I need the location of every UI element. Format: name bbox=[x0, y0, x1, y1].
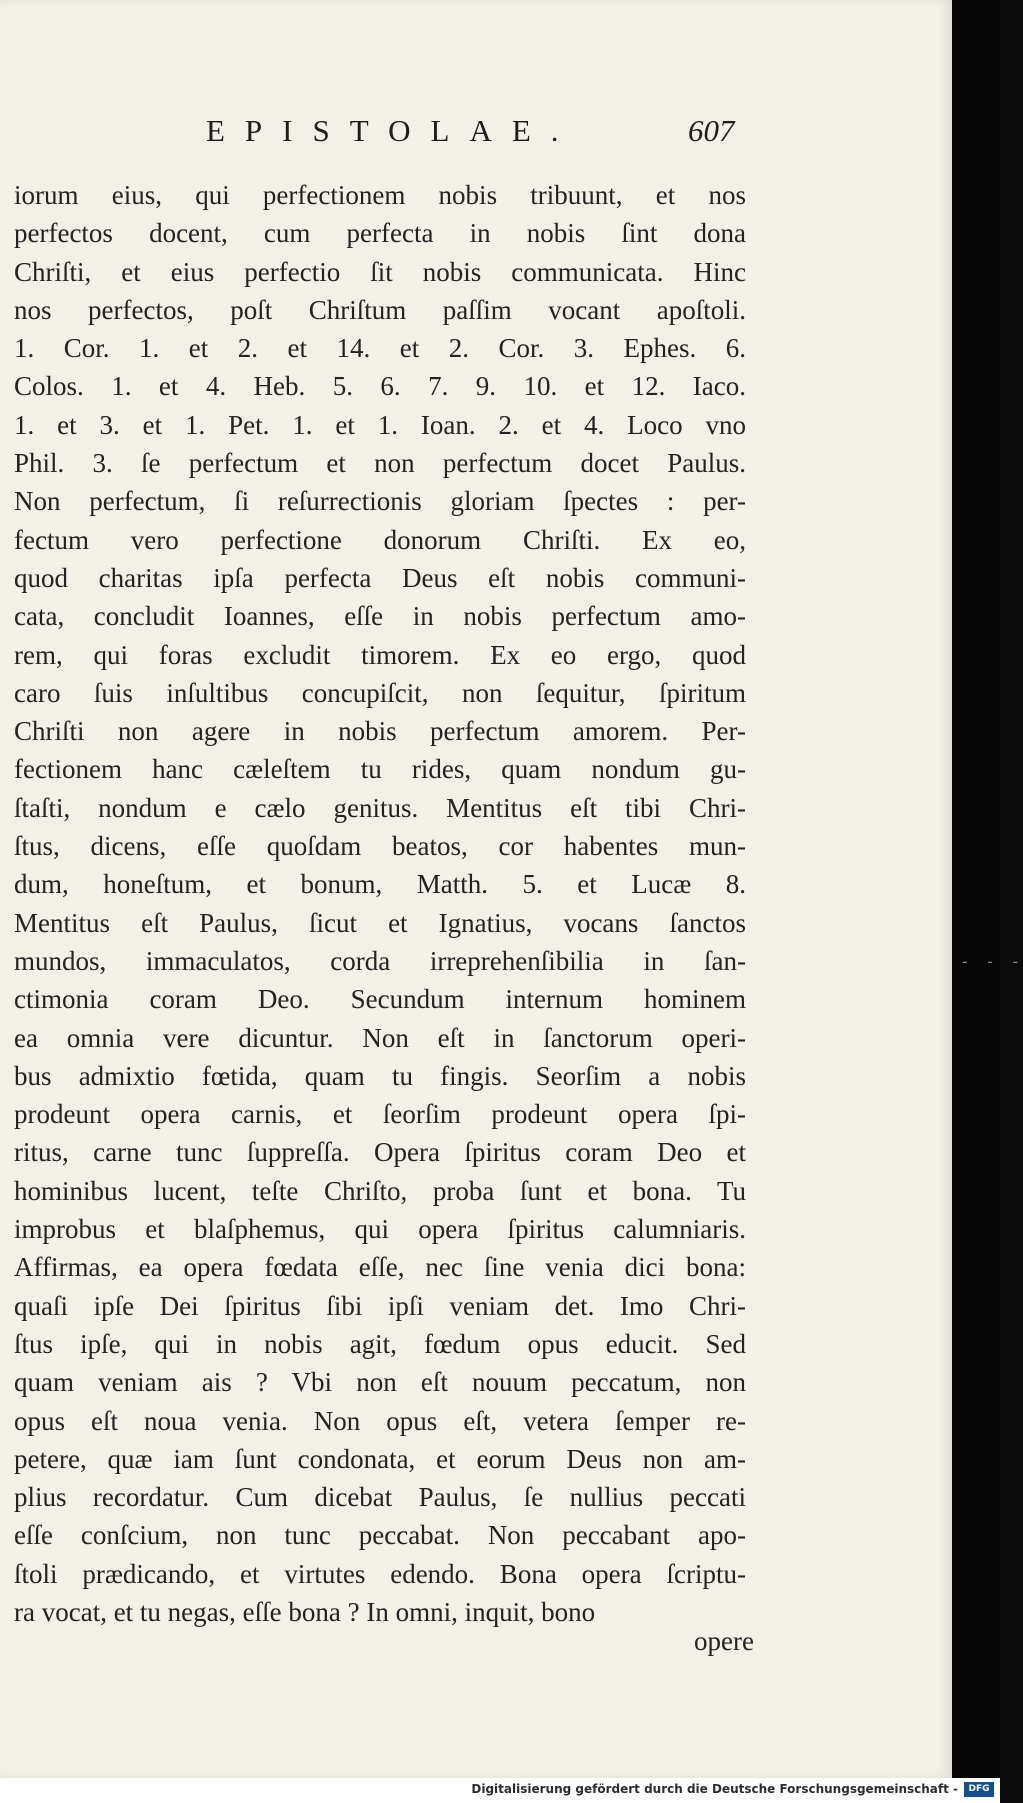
text-line: Chriſti, et eius perfectio ſit nobis communicata. Hinc bbox=[14, 256, 746, 287]
text-line: iorum eius, qui perfectionem nobis tribuunt, et nos bbox=[14, 180, 746, 210]
text-line: caro ſuis inſultibus concupiſcit, non ſequitur, ſpiritum bbox=[14, 677, 746, 708]
text-line: ſtus, dicens, eſſe quoſdam beatos, cor habentes mun- bbox=[14, 831, 746, 862]
text-line: Colos. 1. et 4. Heb. 5. 6. 7. 9. 10. et 12. Iaco. bbox=[14, 371, 746, 402]
text-line: nos perfectos, poſt Chriſtum paſſim vocant apoſtoli. bbox=[14, 294, 746, 325]
text-line: Non perfectum, ſi reſurrectionis gloriam ſpectes : per- bbox=[14, 486, 746, 517]
text-line: rem, qui foras excludit timorem. Ex eo ergo, quod bbox=[14, 639, 746, 670]
text-line: prodeunt opera carnis, et ſeorſim prodeunt opera ſpi- bbox=[14, 1099, 746, 1130]
text-line: bus admixtio fœtida, quam tu fingis. Seorſim a nobis bbox=[14, 1060, 746, 1091]
text-line: ritus, carne tunc ſuppreſſa. Opera ſpiritus coram Deo et bbox=[14, 1137, 746, 1168]
digitization-credit-bar bbox=[0, 1778, 1000, 1803]
text-line: quam veniam ais ? Vbi non eſt nouum peccatum, non bbox=[14, 1367, 746, 1398]
scan-border bbox=[952, 0, 1000, 1778]
text-line: ra vocat, et tu negas, eſſe bona ? In omni, inquit, bono bbox=[14, 1596, 596, 1627]
text-line: plius recordatur. Cum dicebat Paulus, ſe nullius peccati bbox=[14, 1482, 746, 1513]
text-line: fectum vero perfectione donorum Chriſti. Ex eo, bbox=[14, 524, 746, 555]
dfg-logo-icon: DFG bbox=[964, 1782, 994, 1797]
text-line: ſtoli prædicando, et virtutes edendo. Bona opera ſcriptu- bbox=[14, 1558, 746, 1589]
text-line: 1. et 3. et 1. Pet. 1. et 1. Ioan. 2. et 4. Loco vno bbox=[14, 409, 746, 440]
text-line: perfectos docent, cum perfecta in nobis ſint dona bbox=[14, 218, 746, 249]
text-line: eſſe conſcium, non tunc peccabat. Non peccabant apo- bbox=[14, 1520, 746, 1551]
body-text bbox=[14, 176, 746, 1631]
text-line: ctimonia coram Deo. Secundum internum hominem bbox=[14, 984, 746, 1015]
running-head: EPISTOLAE. bbox=[206, 113, 579, 148]
text-line: improbus et blaſphemus, qui opera ſpiritus calumniaris. bbox=[14, 1214, 746, 1245]
text-line: dum, honeſtum, et bonum, Matth. 5. et Lucæ 8. bbox=[14, 869, 746, 900]
text-line: Mentitus eſt Paulus, ſicut et Ignatius, vocans ſanctos bbox=[14, 907, 746, 938]
page-number: 607 bbox=[688, 113, 735, 148]
catchword: opere bbox=[694, 1626, 754, 1656]
digitization-credit-text: Digitalisierung gefördert durch die Deutsche Forschungsgemeinschaft - bbox=[471, 1782, 958, 1796]
text-line: 1. Cor. 1. et 2. et 14. et 2. Cor. 3. Ephes. 6. bbox=[14, 333, 746, 364]
page-header bbox=[0, 113, 952, 163]
text-line: cata, concludit Ioannes, eſſe in nobis perfectum amo- bbox=[14, 601, 746, 632]
text-line: Affirmas, ea opera fœdata eſſe, nec ſine venia dici bona: bbox=[14, 1252, 746, 1283]
text-line: ſtus ipſe, qui in nobis agit, fœdum opus educit. Sed bbox=[14, 1328, 746, 1359]
text-line: quaſi ipſe Dei ſpiritus ſibi ipſi veniam det. Imo Chri- bbox=[14, 1290, 746, 1321]
text-line: ſtaſti, nondum e cælo genitus. Mentitus eſt tibi Chri- bbox=[14, 792, 746, 823]
text-line: hominibus lucent, teſte Chriſto, proba ſunt et bona. Tu bbox=[14, 1175, 746, 1206]
text-line: mundos, immaculatos, corda irreprehenſibilia in ſan- bbox=[14, 945, 746, 976]
binding-mark-icon: - - - bbox=[960, 952, 1023, 971]
text-line: Chriſti non agere in nobis perfectum amorem. Per- bbox=[14, 716, 746, 747]
text-line: ea omnia vere dicuntur. Non eſt in ſanctorum operi- bbox=[14, 1022, 746, 1053]
text-line: fectionem hanc cæleſtem tu rides, quam nondum gu- bbox=[14, 754, 746, 785]
text-line: Phil. 3. ſe perfectum et non perfectum docet Paulus. bbox=[14, 448, 746, 479]
text-line: petere, quæ iam ſunt condonata, et eorum Deus non am- bbox=[14, 1443, 746, 1474]
text-line: opus eſt noua venia. Non opus eſt, vetera ſemper re- bbox=[14, 1405, 746, 1436]
text-line: quod charitas ipſa perfecta Deus eſt nobis communi- bbox=[14, 562, 746, 593]
